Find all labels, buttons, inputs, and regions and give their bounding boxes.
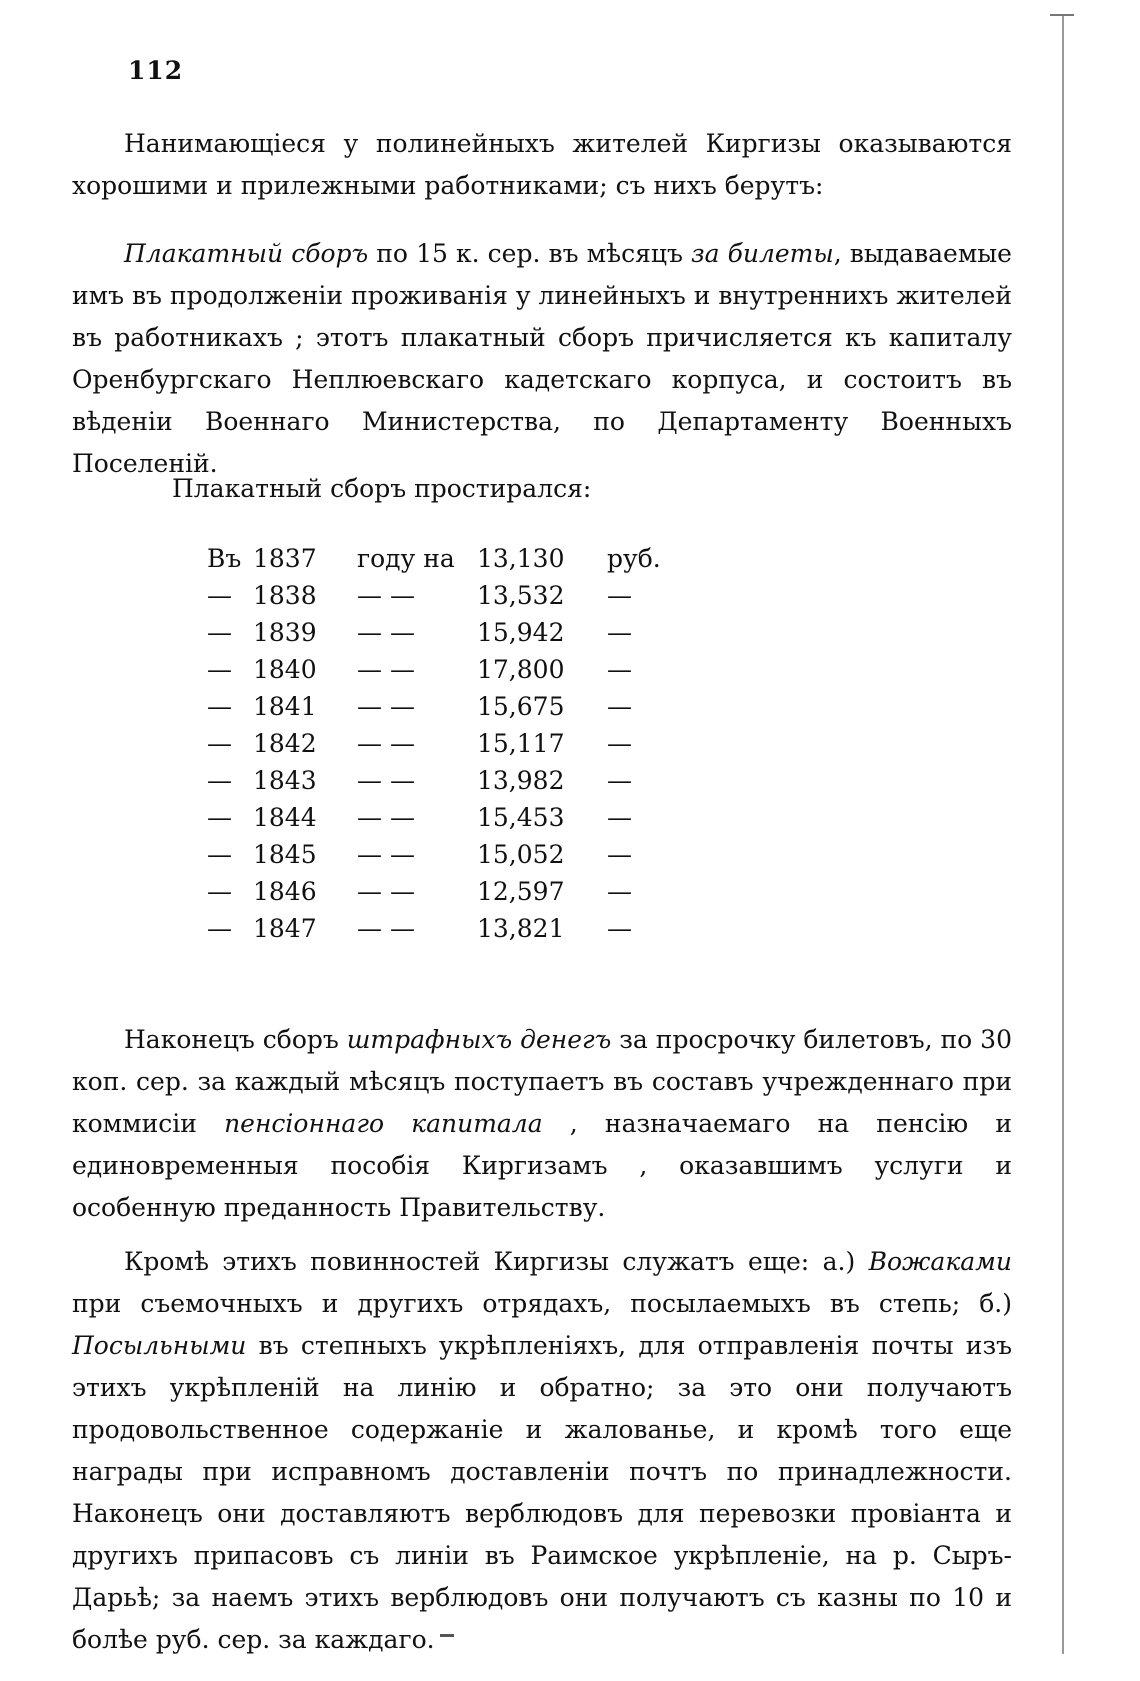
duties-text-2: при съемочныхъ и другихъ отрядахъ, посылаемыхъ въ степь; б.) bbox=[72, 1289, 1012, 1318]
row-unit: — bbox=[607, 655, 632, 684]
collections-heading: Плакатный сборъ простирался: bbox=[172, 474, 592, 503]
row-unit: — bbox=[607, 729, 632, 758]
duties-guides: Вожаками bbox=[868, 1247, 1012, 1276]
row-mid: — — bbox=[357, 803, 415, 832]
row-prefix: — bbox=[207, 581, 232, 610]
row-prefix: — bbox=[207, 692, 232, 721]
table-row bbox=[207, 688, 667, 725]
row-unit: — bbox=[607, 766, 632, 795]
row-amount: 13,532 bbox=[477, 581, 565, 610]
fines-paragraph bbox=[72, 1019, 1012, 1229]
row-mid: — — bbox=[357, 877, 415, 906]
row-prefix: Въ bbox=[207, 544, 242, 573]
bottom-mark bbox=[440, 1634, 454, 1637]
row-unit: — bbox=[607, 803, 632, 832]
row-prefix: — bbox=[207, 729, 232, 758]
fines-capital: пенсіоннаго капитала bbox=[224, 1109, 543, 1138]
row-amount: 12,597 bbox=[477, 877, 565, 906]
plakat-tickets: за билеты bbox=[690, 239, 834, 268]
row-year: 1843 bbox=[253, 766, 317, 795]
row-prefix: — bbox=[207, 840, 232, 869]
page-edge-line bbox=[1062, 14, 1064, 1654]
table-row bbox=[207, 577, 667, 614]
row-unit: — bbox=[607, 877, 632, 906]
row-prefix: — bbox=[207, 618, 232, 647]
intro-text: Нанимающіеся у полинейныхъ жителей Киргизы оказываются хорошими и прилежными работниками; съ нихъ берутъ: bbox=[72, 129, 1012, 200]
row-amount: 17,800 bbox=[477, 655, 565, 684]
table-row bbox=[207, 540, 667, 577]
row-year: 1846 bbox=[253, 877, 317, 906]
row-unit: руб. bbox=[607, 544, 661, 573]
fines-text-2: за просрочку билетовъ, по 30 коп. сер. за каждый мѣсяцъ поступаетъ въ составъ учрежденнаго при коммисіи bbox=[72, 1025, 1012, 1138]
table-row bbox=[207, 651, 667, 688]
row-unit: — bbox=[607, 581, 632, 610]
plakat-text-1: по 15 к. сер. въ мѣсяцъ bbox=[368, 239, 691, 268]
intro-paragraph bbox=[72, 123, 1012, 207]
page-number: 112 bbox=[128, 56, 184, 85]
duties-text-1: Кромѣ этихъ повинностей Киргизы служатъ еще: а.) bbox=[124, 1247, 869, 1276]
row-unit: — bbox=[607, 618, 632, 647]
row-year: 1839 bbox=[253, 618, 317, 647]
row-year: 1845 bbox=[253, 840, 317, 869]
row-amount: 13,982 bbox=[477, 766, 565, 795]
plakat-paragraph bbox=[72, 233, 1012, 485]
row-amount: 15,117 bbox=[477, 729, 565, 758]
row-amount: 15,453 bbox=[477, 803, 565, 832]
row-year: 1844 bbox=[253, 803, 317, 832]
table-row bbox=[207, 762, 667, 799]
row-prefix: — bbox=[207, 655, 232, 684]
fines-text-3: , назначаемаго на пенсію и единовременныя пособія Киргизамъ , оказавшимъ услуги и особенную преданность Правительству. bbox=[72, 1109, 1013, 1222]
table-row bbox=[207, 873, 667, 910]
row-mid: — — bbox=[357, 581, 415, 610]
row-mid: — — bbox=[357, 655, 415, 684]
row-year: 1838 bbox=[253, 581, 317, 610]
row-unit: — bbox=[607, 840, 632, 869]
row-prefix: — bbox=[207, 803, 232, 832]
table-row bbox=[207, 614, 667, 651]
row-amount: 13,130 bbox=[477, 544, 565, 573]
row-mid: — — bbox=[357, 692, 415, 721]
table-row bbox=[207, 910, 667, 947]
row-amount: 15,675 bbox=[477, 692, 565, 721]
row-unit: — bbox=[607, 914, 632, 943]
fines-text-1: Наконецъ сборъ bbox=[124, 1025, 347, 1054]
fines-term: штрафныхъ денегъ bbox=[346, 1025, 612, 1054]
row-prefix: — bbox=[207, 877, 232, 906]
row-prefix: — bbox=[207, 766, 232, 795]
collections-table bbox=[207, 540, 667, 947]
row-amount: 15,942 bbox=[477, 618, 565, 647]
duties-messengers: Посыльными bbox=[72, 1331, 247, 1360]
row-year: 1840 bbox=[253, 655, 317, 684]
row-mid: году на bbox=[357, 544, 455, 573]
row-year: 1837 bbox=[253, 544, 317, 573]
row-mid: — — bbox=[357, 618, 415, 647]
duties-text-3: въ степныхъ укрѣпленіяхъ, для отправленія почты изъ этихъ укрѣпленій на линію и обратно; за это они получаютъ продовольственное содержаніе и жалованье, и кромѣ того еще награды при исправномъ доставленіи почтъ по принадлежности. Наконецъ они доставляютъ верблюдовъ для перевозки провіанта и другихъ припасовъ съ линіи въ Раимское укрѣпленіе, на р. Сыръ-Дарьѣ; за наемъ этихъ верблюдовъ они получаютъ съ казны по 10 и болѣе руб. сер. за каждаго. bbox=[72, 1331, 1012, 1654]
duties-paragraph bbox=[72, 1241, 1012, 1661]
row-prefix: — bbox=[207, 914, 232, 943]
row-mid: — — bbox=[357, 840, 415, 869]
plakat-term: Плакатный сборъ bbox=[124, 239, 369, 268]
table-row bbox=[207, 725, 667, 762]
row-mid: — — bbox=[357, 766, 415, 795]
row-mid: — — bbox=[357, 729, 415, 758]
row-year: 1841 bbox=[253, 692, 317, 721]
page-edge-tick bbox=[1050, 14, 1074, 16]
table-row bbox=[207, 836, 667, 873]
row-amount: 15,052 bbox=[477, 840, 565, 869]
table-row bbox=[207, 799, 667, 836]
row-unit: — bbox=[607, 692, 632, 721]
row-year: 1847 bbox=[253, 914, 317, 943]
row-amount: 13,821 bbox=[477, 914, 565, 943]
plakat-text-2: , выдаваемые имъ въ продолженіи проживанія у линейныхъ и внутреннихъ жителей въ работникахъ ; этотъ плакатный сборъ причисляется къ капиталу Оренбургскаго Неплюевскаго кадетскаго корпуса, и состоитъ въ вѣденіи Военнаго Министерства, по Департаменту Военныхъ Поселеній. bbox=[72, 239, 1012, 478]
row-mid: — — bbox=[357, 914, 415, 943]
row-year: 1842 bbox=[253, 729, 317, 758]
